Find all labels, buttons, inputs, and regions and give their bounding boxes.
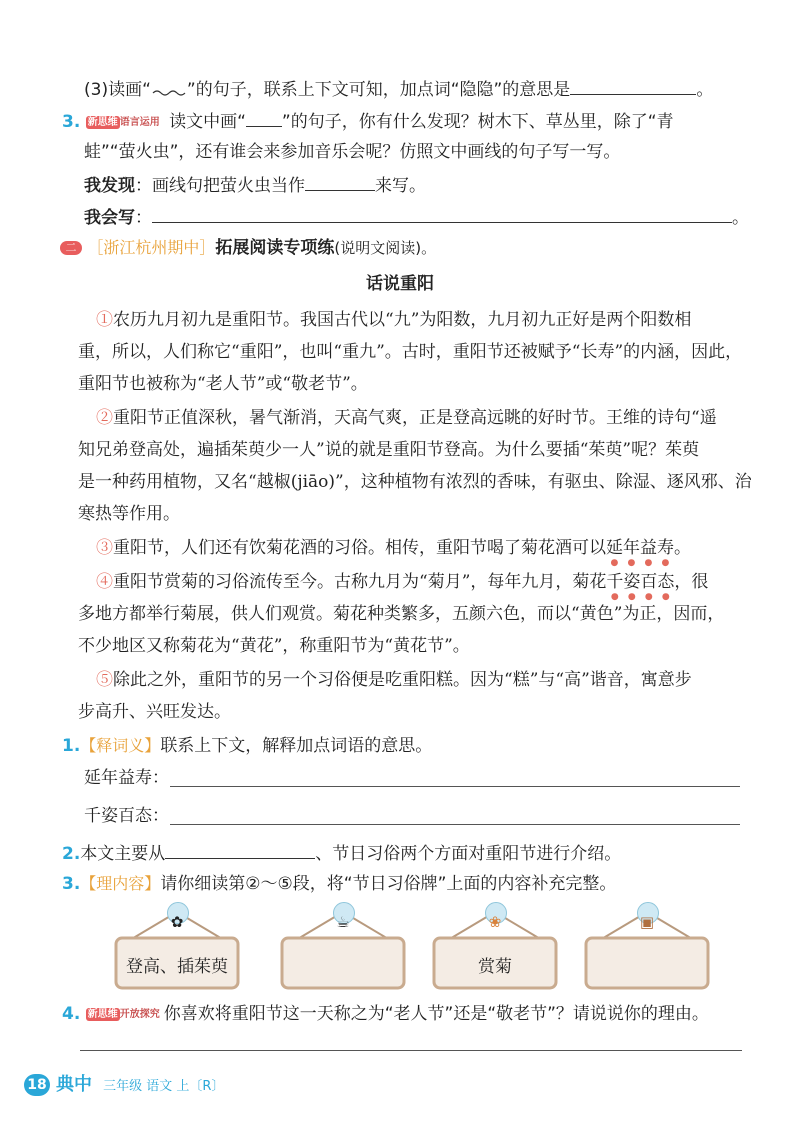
para4-line2: 多地方都举行菊展，供人们观赏。菊花种类繁多，五颜六色，而以“黄色”为正，因而， xyxy=(78,604,725,624)
para1-line1: ①农历九月初九是重阳节。我国古代以“九”为阳数，九月初九正好是两个阳数相 xyxy=(96,310,692,330)
para2-line1: ②重阳节正值深秋，暑气渐消，天高气爽，正是登高远眺的好时节。王维的诗句“遥 xyxy=(96,408,717,428)
write-blank[interactable] xyxy=(152,204,732,223)
para5-line2: 步高升、兴旺发达。 xyxy=(78,702,231,722)
cake-icon: ▣ xyxy=(639,913,655,931)
chrysanthemum-icon: ❀ xyxy=(488,913,502,931)
wavy-underline-icon xyxy=(151,83,187,97)
page-number: 18 xyxy=(24,1074,50,1096)
para4-line1: ④重阳节赏菊的习俗流传至今。古称九月为“菊月”，每年九月，菊花千姿百态，很 xyxy=(96,572,709,592)
question-1: 1.【释词义】联系上下文，解释加点词语的意思。 xyxy=(62,736,433,756)
custom-board[interactable]: ❀ 赏菊 xyxy=(430,900,560,1000)
para1-line3: 重阳节也被称为“老人节”或“敬老节”。 xyxy=(78,374,368,394)
para5-line1: ⑤除此之外，重阳节的另一个习俗便是吃重阳糕。因为“糕”与“高”谐音，寓意步 xyxy=(96,670,692,690)
footer-brand: 典中 三年级 语文 上〔R〕 xyxy=(56,1074,225,1095)
section2-header: 二 ［浙江杭州期中］拓展阅读专项练(说明文阅读)。 xyxy=(60,236,780,260)
question-new3-line2: 蛙”“萤火虫”，还有谁会来参加音乐会呢？仿照文中画线的句子写一写。 xyxy=(84,142,621,162)
q1-item1-answer-line[interactable] xyxy=(170,786,740,787)
underline-sample xyxy=(246,108,282,127)
question-4: 4. 新思维 开放探究 你喜欢将重阳节这一天称之为“老人节”还是“敬老节”？请说说你的理由。 xyxy=(62,1004,709,1024)
q1-item2-answer-line[interactable] xyxy=(170,824,740,825)
article-title: 话说重阳 xyxy=(366,274,434,294)
para2-line3: 是一种药用植物，又名“越椒(jiāo)”，这种植物有浓烈的香味，有驱虫、除湿、逐风邪、治 xyxy=(78,472,752,492)
teapot-icon: ☕ xyxy=(336,913,350,931)
reading-q3: (3)读画“ ”的句子，联系上下文可知，加点词“隐隐”的意思是 。 xyxy=(84,76,784,102)
q1-item1-label: 延年益寿： xyxy=(84,768,169,788)
para3-line1: ③重阳节，人们还有饮菊花酒的习俗。相传，重阳节喝了菊花酒可以延年益寿。 xyxy=(96,538,691,558)
question-new3: 3. 新思维 语言运用 读文中画“ ”的句子，你有什么发现？树木下、草丛里，除了“青 xyxy=(62,108,782,134)
q1-item2-label: 千姿百态： xyxy=(84,806,169,826)
para4-line3: 不少地区又称菊花为“黄花”，称重阳节为“黄花节”。 xyxy=(78,636,470,656)
section-badge-icon: 二 xyxy=(60,241,82,255)
new-thinking-tag: 新思维 xyxy=(87,117,118,128)
discover-line: 我发现：画线句把萤火虫当作 来写。 xyxy=(84,172,784,198)
q2-blank[interactable] xyxy=(165,840,315,859)
write-line: 我会写： 。 xyxy=(84,204,784,230)
para2-line4: 寒热等作用。 xyxy=(78,504,180,524)
dotted-word: 千姿百态 xyxy=(606,572,675,592)
q4-answer-line[interactable] xyxy=(80,1050,742,1051)
custom-board[interactable]: ✿ 登高、插茱萸 xyxy=(112,900,242,1000)
custom-board[interactable] xyxy=(278,900,408,1000)
discover-blank[interactable] xyxy=(305,172,375,191)
para1-line2: 重，所以，人们称它“重阳”，也叫“重九”。古时，重阳节还被赋予“长寿”的内涵，因此， xyxy=(78,342,743,362)
para2-line2: 知兄弟登高处，遍插茱萸少一人”说的就是重阳节登高。为什么要插“茱萸”呢？茱萸 xyxy=(78,440,700,460)
answer-blank[interactable] xyxy=(570,76,696,95)
dotted-word: 延年益寿 xyxy=(606,538,674,558)
flower-icon: ✿ xyxy=(170,913,184,931)
question-3: 3.【理内容】请你细读第②～⑤段，将“节日习俗牌”上面的内容补充完整。 xyxy=(62,874,617,894)
question-2: 2.本文主要从 、节日习俗两个方面对重阳节进行介绍。 xyxy=(62,840,800,866)
brand-logo: 典中 xyxy=(56,1074,92,1095)
custom-board[interactable] xyxy=(582,900,712,1000)
